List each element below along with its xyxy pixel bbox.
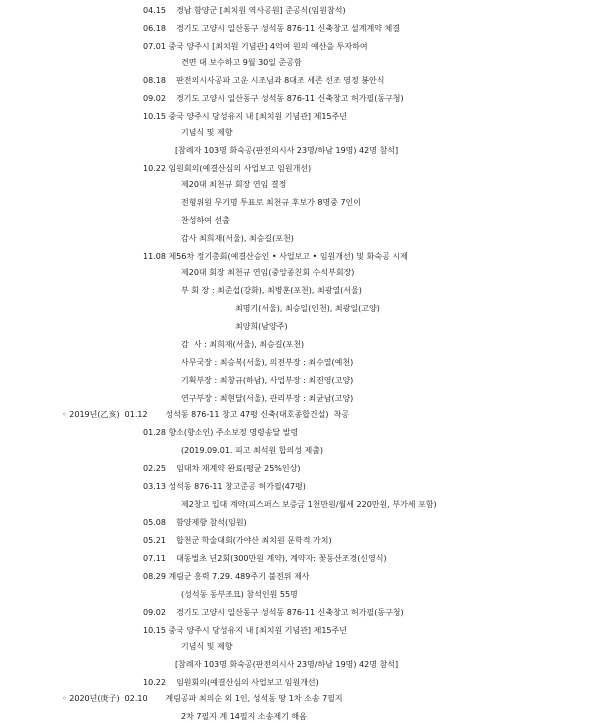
text-line: 기념식 및 제향: [181, 128, 233, 137]
text-line: 제20대 회장 최천규 연임(중앙종친회 수석부회장): [181, 268, 355, 277]
text-line: 07.01 중국 양주시 [최치원 기념관] 4억여 원의 예산을 투자하여: [143, 42, 368, 51]
text-line: 최명기(서울), 최승일(인천), 최광일(고양): [235, 304, 380, 313]
text-line: 09.02 경기도 고양시 일산동구 성석동 876-11 신축창고 허가필(동구청): [143, 94, 404, 103]
text-line: 제2창고 입대 계약(피스퍼스 보증금 1천만원/월세 220만원, 부가세 포함): [181, 500, 437, 509]
text-line: 03.13 성석동 876-11 창고준공 허가필(47평): [143, 482, 306, 491]
text-line: 최양희(남양주): [235, 322, 288, 331]
text-line: 기획부장 : 최창규(하남), 사업부장 : 최진영(고양): [181, 376, 354, 385]
text-line: 07.11 대동벌초 년2회(300만원 계약), 계약자: 꽃동산조경(신영식): [143, 554, 387, 563]
text-line: 05.21 합천군 학술대회(가야산 최치원 문학적 가치): [143, 536, 332, 545]
text-line: 10.15 중국 양주시 당성유지 내 [최치원 기념관] 제15주년: [143, 112, 347, 121]
text-line: ◦ 2019년(乙亥) 01.12 성석동 876-11 창고 47평 신축(대호종합건설) 착공: [62, 410, 350, 419]
text-line: 전형위원 무기명 투표로 최천규 후보가 8명중 7인이: [181, 198, 361, 207]
text-line: 02.25 임대차 재계약 완료(평균 25%인상): [143, 464, 301, 473]
text-line: 기념식 및 제향: [181, 642, 233, 651]
text-line: [참례자 103명 화숙공(판전의시사 23명/하남 19명) 42명 참석]: [175, 660, 399, 669]
text-line: 부 회 장 : 최준섭(강화), 최병훈(포천), 최광열(서울): [181, 286, 362, 295]
text-line: 연구부장 : 최현달(서울), 관리부장 : 최균남(고양): [181, 394, 354, 403]
text-line: ◦ 2020년(庚子) 02.10 계림공파 최의순 외 1인, 성석동 땅 1차 소송 7필지: [62, 694, 343, 703]
text-line: 05.08 함양제향 참석(임원): [143, 518, 247, 527]
text-line: (2019.09.01. 피고 최석원 합의성 제출): [181, 446, 324, 455]
text-line: 08.29 계림군 흥력 7.29. 489주기 불전위 제사: [143, 572, 310, 581]
text-line: 04.15 경남 함양군 [최치원 역사공원] 준공식(임원참석): [143, 6, 346, 15]
text-line: 사무국장 : 최승복(서울), 의전부장 : 최수열(예천): [181, 358, 354, 367]
text-line: 09.02 경기도 고양시 일산동구 성석동 876-11 신축창고 허가필(동구청): [143, 608, 404, 617]
text-line: 06.18 경기도 고양시 일산동구 성석동 876-11 신축창고 설계계약 체결: [143, 24, 400, 33]
text-line: 견면 대 보수하고 9월 30일 준공함: [181, 58, 302, 67]
text-line: (성석동 동부조묘) 참석인원 55명: [181, 590, 298, 599]
text-line: 찬성하여 선출: [181, 216, 230, 225]
text-line: 10.22 임원회의(예결산심의 사업보고 임원개선): [143, 164, 312, 173]
text-line: [참례자 103명 화숙공(판전의시사 23명/하남 19명) 42명 참석]: [175, 146, 399, 155]
text-line: 10.15 중국 양주시 당성유지 내 [최치원 기념관] 제15주년: [143, 626, 347, 635]
text-line: 01.28 향소(향소인) 주소보정 명령송달 발령: [143, 428, 299, 437]
text-line: 감사 최희재(서울), 최승길(포천): [181, 234, 294, 243]
text-line: 10.22 임원회의(예결산심의 사업보고 임원개선): [143, 678, 319, 687]
text-line: 제20대 최천규 회장 연임 결정: [181, 180, 287, 189]
text-line: 11.08 제56차 정기총회(예결산승인 • 사업보고 • 임원개선) 및 화숙공 시제: [143, 252, 408, 261]
text-line: 감 사 : 최희재(서울), 최승길(포천): [181, 340, 305, 349]
text-line: 2차 7필지 계 14필지 소송제기 해옴: [181, 712, 307, 721]
text-line: 08.18 판전의시사공파 고운 시조님과 8대조 세존 선조 영정 봉안식: [143, 76, 385, 85]
